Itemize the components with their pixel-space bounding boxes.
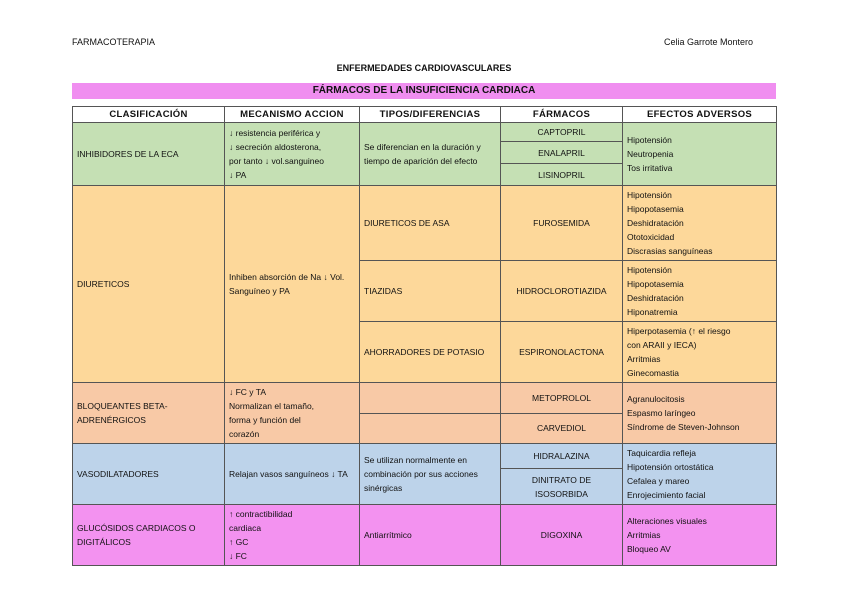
- effects-cell: Hipotensión Neutropenia Tos irritativa: [623, 123, 777, 186]
- types-cell: TIAZIDAS: [360, 261, 501, 322]
- drug-cell: METOPROLOL: [501, 383, 623, 414]
- types-cell: Se utilizan normalmente en combinación por sus acciones sinérgicas: [360, 444, 501, 505]
- types-cell: AHORRADORES DE POTASIO: [360, 322, 501, 383]
- types-cell: [360, 383, 501, 414]
- header-subject: FARMACOTERAPIA: [72, 37, 156, 47]
- drug-cell: HIDROCLOROTIAZIDA: [501, 261, 623, 322]
- col-header-mecanismo: MECANISMO ACCION: [225, 107, 360, 123]
- drug-cell: HIDRALAZINA: [501, 444, 623, 469]
- table-row: [73, 186, 777, 261]
- effects-cell: Agranulocitosis Espasmo laríngeo Síndrome de Steven-Johnson: [623, 383, 777, 444]
- class-cell: BLOQUEANTES BETA-ADRENÉRGICOS: [73, 383, 225, 444]
- drugs-table: [72, 106, 777, 566]
- col-header-clasificacion: CLASIFICACIÓN: [73, 107, 225, 123]
- drug-cell: ENALAPRIL: [501, 142, 623, 164]
- types-cell: Se diferencian en la duración y tiempo de aparición del efecto: [360, 123, 501, 186]
- drug-cell: CARVEDIOL: [501, 413, 623, 444]
- table-header-row: [73, 107, 777, 123]
- types-cell: Antiarrítmico: [360, 505, 501, 566]
- mechanism-cell: ↓ FC y TA Normalizan el tamaño, forma y función del corazón: [225, 383, 360, 444]
- header-author: Celia Garrote Montero: [664, 37, 754, 47]
- table-row: [73, 123, 777, 142]
- col-header-farmacos: FÁRMACOS: [501, 107, 623, 123]
- class-cell: INHIBIDORES DE LA ECA: [73, 123, 225, 186]
- class-cell: DIURETICOS: [73, 186, 225, 383]
- section-banner: FÁRMACOS DE LA INSUFICIENCIA CARDIACA: [72, 83, 776, 99]
- effects-cell: Alteraciones visuales Arritmias Bloqueo AV: [623, 505, 777, 566]
- table-row: [73, 505, 777, 566]
- mechanism-cell: Inhiben absorción de Na ↓ Vol. Sanguíneo y PA: [225, 186, 360, 383]
- effects-cell: Hipotensión Hipopotasemia Deshidratación Ototoxicidad Discrasias sanguíneas: [623, 186, 777, 261]
- col-header-tipos: TIPOS/DIFERENCIAS: [360, 107, 501, 123]
- class-cell: VASODILATADORES: [73, 444, 225, 505]
- page-title: ENFERMEDADES CARDIOVASCULARES: [336, 63, 512, 73]
- mechanism-cell: ↓ resistencia periférica y ↓ secreción aldosterona, por tanto ↓ vol.sanguineo ↓ PA: [225, 123, 360, 186]
- mechanism-cell: ↑ contractibilidad cardiaca ↑ GC ↓ FC: [225, 505, 360, 566]
- effects-cell: Hipotensión Hipopotasemia Deshidratación Hiponatremia: [623, 261, 777, 322]
- drug-cell: ESPIRONOLACTONA: [501, 322, 623, 383]
- effects-cell: Taquicardia refleja Hipotensión ortostática Cefalea y mareo Enrojecimiento facial: [623, 444, 777, 505]
- col-header-efectos: EFECTOS ADVERSOS: [623, 107, 777, 123]
- class-cell: GLUCÓSIDOS CARDIACOS O DIGITÁLICOS: [73, 505, 225, 566]
- drug-cell: FUROSEMIDA: [501, 186, 623, 261]
- mechanism-cell: Relajan vasos sanguíneos ↓ TA: [225, 444, 360, 505]
- effects-cell: Hiperpotasemia (↑ el riesgo con ARAII y IECA) Arritmias Ginecomastia: [623, 322, 777, 383]
- drug-cell: DINITRATO DE ISOSORBIDA: [501, 469, 623, 505]
- types-cell: [360, 413, 501, 444]
- table-row: [73, 444, 777, 469]
- types-cell: DIURETICOS DE ASA: [360, 186, 501, 261]
- drug-cell: LISINOPRIL: [501, 164, 623, 186]
- drug-cell: CAPTOPRIL: [501, 123, 623, 142]
- table-row: [73, 383, 777, 414]
- drug-cell: DIGOXINA: [501, 505, 623, 566]
